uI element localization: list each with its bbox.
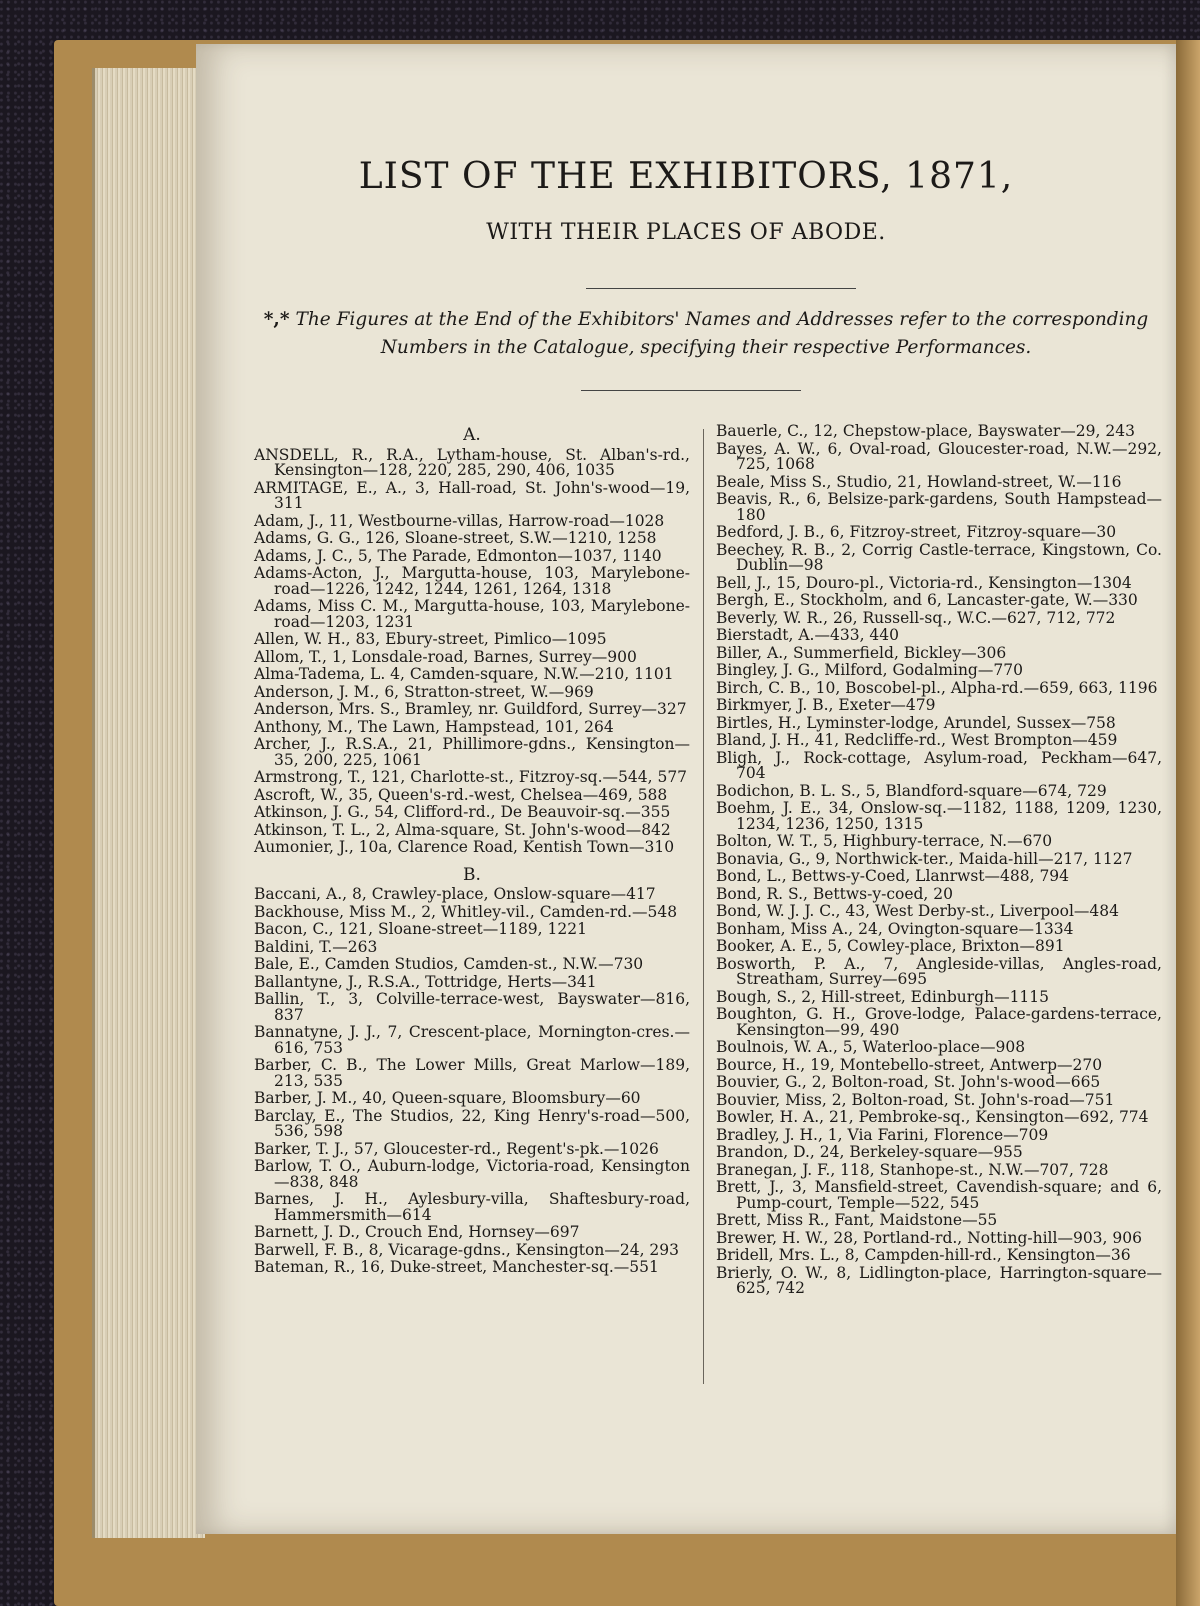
exhibitor-entry: Bauerle, C., 12, Chepstow-place, Bayswater—29, 243 [716, 422, 1135, 440]
exhibitor-entry: Barwell, F. B., 8, Vicarage-gdns., Kensington—24, 293 [254, 1240, 680, 1259]
page-title: LIST OF THE EXHIBITORS, 1871, [358, 156, 1014, 197]
exhibitor-entry: Birtles, H., Lyminster-lodge, Arundel, Sussex—758 [716, 713, 1116, 732]
exhibitor-entry: ARMITAGE, E., A., 3, Hall-road, St. John's-wood—19, 311 [254, 478, 690, 512]
exhibitor-entry: Barnett, J. D., Crouch End, Hornsey—697 [254, 1223, 580, 1241]
exhibitor-list-b [254, 887, 690, 1276]
exhibitor-entry: Bonham, Miss A., 24, Ovington-square—1334 [716, 919, 1074, 938]
exhibitor-entry: Ballin, T., 3, Colville-terrace-west, Bayswater—816, 837 [254, 990, 690, 1024]
exhibitor-entry: Alma-Tadema, L. 4, Camden-square, N.W.—210, 1101 [254, 665, 674, 683]
exhibitor-entry: ANSDELL, R., R.A., Lytham-house, St. Alban's-rd., Kensington—128, 220, 285, 290, 406, 1035 [254, 445, 690, 479]
exhibitor-entry: Bacon, C., 121, Sloane-street—1189, 1221 [254, 920, 587, 938]
exhibitor-entry: Bedford, J. B., 6, Fitzroy-street, Fitzroy-square—30 [716, 523, 1117, 541]
section-letter-a: A. [463, 425, 481, 445]
exhibitor-entry: Bayes, A. W., 6, Oval-road, Gloucester-road, N.W.—292, 725, 1068 [716, 439, 1162, 473]
exhibitor-entry: Birkmyer, J. B., Exeter—479 [716, 696, 936, 714]
exhibitor-entry: Barlow, T. O., Auburn-lodge, Victoria-road, Kensington—838, 848 [254, 1157, 690, 1191]
page-edges [92, 68, 205, 1538]
exhibitor-entry: Biller, A., Summerfield, Bickley—306 [716, 643, 1007, 662]
exhibitor-entry: Adams-Acton, J., Margutta-house, 103, Marylebone-road—1226, 1242, 1244, 1261, 1264, 1318 [254, 564, 690, 598]
exhibitor-entry: Bonavia, G., 9, Northwick-ter., Maida-hill—217, 1127 [716, 849, 1133, 868]
exhibitor-entry: Atkinson, T. L., 2, Alma-square, St. John's-wood—842 [254, 820, 671, 839]
exhibitor-entry: Brewer, H. W., 28, Portland-rd., Notting-hill—903, 906 [716, 1228, 1142, 1247]
left-column [254, 424, 690, 1278]
exhibitor-entry: Brett, Miss R., Fant, Maidstone—55 [716, 1211, 998, 1229]
exhibitor-entry: Bannatyne, J. J., 7, Crescent-place, Mornington-cres.—616, 753 [254, 1023, 690, 1057]
exhibitor-entry: Anderson, J. M., 6, Stratton-street, W.—969 [254, 682, 594, 701]
exhibitor-entry: Beverly, W. R., 26, Russell-sq., W.C.—627, 712, 772 [716, 608, 1116, 627]
exhibitor-entry: Adams, G. G., 126, Sloane-street, S.W.—1210, 1258 [254, 529, 657, 547]
exhibitor-entry: Adams, Miss C. M., Margutta-house, 103, Marylebone-road—1203, 1231 [254, 597, 690, 631]
exhibitor-entry: Allom, T., 1, Lonsdale-road, Barnes, Surrey—900 [254, 647, 637, 666]
exhibitor-entry: Bodichon, B. L. S., 5, Blandford-square—674, 729 [716, 781, 1107, 800]
exhibitor-entry: Bource, H., 19, Montebello-street, Antwerp—270 [716, 1055, 1103, 1074]
exhibitor-entry: Beale, Miss S., Studio, 21, Howland-street, W.—116 [716, 472, 1122, 491]
exhibitor-entry: Bosworth, P. A., 7, Angleside-villas, Angles-road, Streatham, Surrey—695 [716, 954, 1162, 988]
exhibitor-entry: Bouvier, Miss, 2, Bolton-road, St. John's-road—751 [716, 1090, 1115, 1109]
exhibitor-entry: Boulnois, W. A., 5, Waterloo-place—908 [716, 1038, 1026, 1056]
exhibitor-entry: Bateman, R., 16, Duke-street, Manchester-sq.—551 [254, 1258, 659, 1276]
exhibitor-entry: Anthony, M., The Lawn, Hampstead, 101, 264 [254, 717, 614, 736]
exhibitor-entry: Bell, J., 15, Douro-pl., Victoria-rd., Kensington—1304 [716, 573, 1132, 592]
exhibitor-entry: Adam, J., 11, Westbourne-villas, Harrow-road—1028 [254, 511, 665, 530]
exhibitor-list-b-continued [716, 424, 1162, 1297]
exhibitor-entry: Booker, A. E., 5, Cowley-place, Brixton—891 [716, 937, 1065, 955]
exhibitor-entry: Barclay, E., The Studios, 22, King Henry's-road—500, 536, 598 [254, 1106, 690, 1140]
exhibitor-entry: Archer, J., R.S.A., 21, Phillimore-gdns., Kensington—35, 200, 225, 1061 [254, 735, 690, 769]
exhibitor-entry: Baccani, A., 8, Crawley-place, Onslow-square—417 [254, 885, 656, 903]
book-page [196, 44, 1176, 1534]
exhibitor-entry: Ballantyne, J., R.S.A., Tottridge, Herts—341 [254, 972, 597, 991]
exhibitor-entry: Bouvier, G., 2, Bolton-road, St. John's-wood—665 [716, 1073, 1101, 1091]
exhibitor-entry: Bingley, J. G., Milford, Godalming—770 [716, 661, 1023, 679]
exhibitor-entry: Adams, J. C., 5, The Parade, Edmonton—1037, 1140 [254, 546, 662, 565]
exhibitor-entry: Atkinson, J. G., 54, Clifford-rd., De Beauvoir-sq.—355 [254, 803, 671, 821]
exhibitor-entry: Brett, J., 3, Mansfield-street, Cavendish-square; and 6, Pump-court, Temple—522, 545 [716, 1178, 1162, 1212]
exhibitor-entry: Bond, W. J. J. C., 43, West Derby-st., Liverpool—484 [716, 902, 1120, 920]
exhibitor-entry: Brierly, O. W., 8, Lidlington-place, Harrington-square—625, 742 [716, 1263, 1162, 1297]
exhibitor-entry: Allen, W. H., 83, Ebury-street, Pimlico—1095 [254, 630, 607, 648]
divider-rule [581, 390, 801, 391]
exhibitor-entry: Bligh, J., Rock-cottage, Asylum-road, Peckham—647, 704 [716, 748, 1162, 782]
exhibitor-entry: Bolton, W. T., 5, Highbury-terrace, N.—670 [716, 832, 1053, 850]
exhibitor-entry: Barber, C. B., The Lower Mills, Great Marlow—189, 213, 535 [254, 1056, 690, 1090]
exhibitor-entry: Bowler, H. A., 21, Pembroke-sq., Kensington—692, 774 [716, 1108, 1149, 1126]
exhibitor-entry: Armstrong, T., 121, Charlotte-st., Fitzroy-sq.—544, 577 [254, 768, 688, 786]
column-divider [703, 429, 704, 1384]
asterism-symbol: *,* [263, 309, 290, 330]
exhibitor-entry: Barker, T. J., 57, Gloucester-rd., Regent's-pk.—1026 [254, 1139, 659, 1158]
exhibitor-entry: Barnes, J. H., Aylesbury-villa, Shaftesbury-road, Hammersmith—614 [254, 1190, 690, 1224]
exhibitor-entry: Barber, J. M., 40, Queen-square, Bloomsbury—60 [254, 1089, 641, 1107]
exhibitor-entry: Bridell, Mrs. L., 8, Campden-hill-rd., Kensington—36 [716, 1246, 1131, 1264]
exhibitor-entry: Bradley, J. H., 1, Via Farini, Florence—709 [716, 1125, 1049, 1144]
exhibitor-entry: Baldini, T.—263 [254, 937, 378, 956]
exhibitor-entry: Backhouse, Miss M., 2, Whitley-vil., Camden-rd.—548 [254, 902, 678, 921]
exhibitor-entry: Birch, C. B., 10, Boscobel-pl., Alpha-rd.—659, 663, 1196 [716, 678, 1158, 697]
exhibitor-entry: Ascroft, W., 35, Queen's-rd.-west, Chelsea—469, 588 [254, 785, 668, 804]
right-column [716, 424, 1162, 1299]
exhibitor-entry: Bough, S., 2, Hill-street, Edinburgh—1115 [716, 987, 1050, 1006]
exhibitor-entry: Bond, R. S., Bettws-y-coed, 20 [716, 884, 954, 903]
exhibitor-entry: Bond, L., Bettws-y-Coed, Llanrwst—488, 794 [716, 867, 1070, 885]
divider-rule [586, 288, 856, 289]
editorial-note [256, 306, 1156, 362]
exhibitor-entry: Boughton, G. H., Grove-lodge, Palace-gardens-terrace, Kensington—99, 490 [716, 1005, 1162, 1039]
book-cover-edge [1176, 40, 1200, 1606]
exhibitor-entry: Anderson, Mrs. S., Bramley, nr. Guildford, Surrey—327 [254, 700, 687, 718]
exhibitor-entry: Bierstadt, A.—433, 440 [716, 626, 900, 644]
exhibitor-entry: Boehm, J. E., 34, Onslow-sq.—1182, 1188, 1209, 1230, 1234, 1236, 1250, 1315 [716, 799, 1162, 833]
exhibitor-entry: Bale, E., Camden Studios, Camden-st., N.W.—730 [254, 955, 644, 973]
exhibitor-entry: Beavis, R., 6, Belsize-park-gardens, South Hampstead—180 [716, 490, 1162, 524]
exhibitor-entry: Aumonier, J., 10a, Clarence Road, Kentish Town—310 [254, 838, 675, 856]
exhibitor-entry: Bland, J. H., 41, Redcliffe-rd., West Brompton—459 [716, 731, 1118, 749]
exhibitor-entry: Beechey, R. B., 2, Corrig Castle-terrace, Kingstown, Co. Dublin—98 [716, 540, 1162, 574]
exhibitor-entry: Branegan, J. F., 118, Stanhope-st., N.W.—707, 728 [716, 1160, 1109, 1179]
note-text: The Figures at the End of the Exhibitors' Names and Addresses refer to the corresponding Numbers in the Catalogue, specifying their respective Performances. [295, 309, 1149, 358]
page-subtitle: WITH THEIR PLACES OF ABODE. [486, 220, 886, 245]
exhibitor-list-a [254, 445, 690, 856]
exhibitor-entry: Bergh, E., Stockholm, and 6, Lancaster-gate, W.—330 [716, 591, 1138, 609]
exhibitor-entry: Brandon, D., 24, Berkeley-square—955 [716, 1143, 1023, 1161]
section-letter-b: B. [463, 864, 481, 885]
